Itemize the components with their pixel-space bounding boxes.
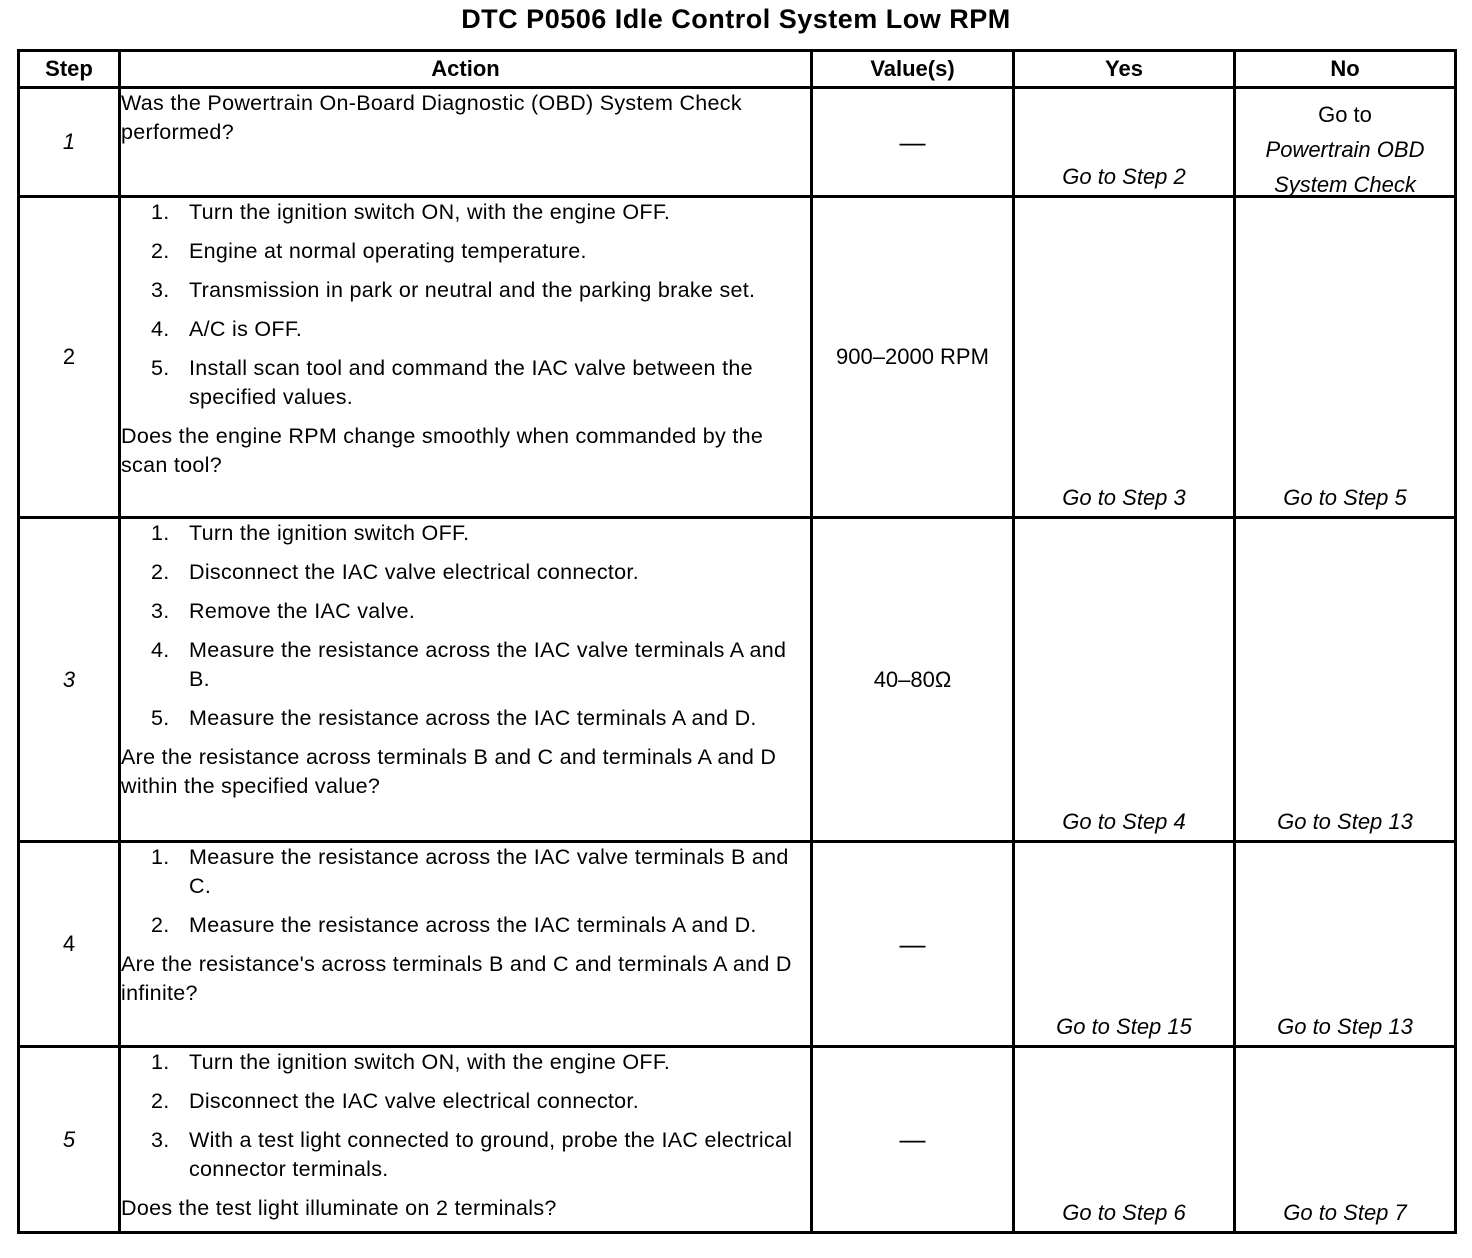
value-cell (812, 88, 1014, 197)
no-link[interactable]: Go to Step 7 (1283, 1200, 1407, 1225)
action-question: Was the Powertrain On-Board Diagnostic (OBD) System Check performed? (121, 91, 742, 144)
step-number: 1 (19, 88, 120, 197)
header-no: No (1235, 51, 1456, 88)
action-steps (121, 198, 810, 412)
step-number: 3 (19, 518, 120, 842)
yes-link[interactable]: Go to Step 4 (1062, 809, 1186, 834)
action-cell (120, 842, 812, 1047)
no-link[interactable]: Go to Step 13 (1277, 1014, 1413, 1039)
value-cell (812, 1047, 1014, 1233)
action-step (121, 1087, 810, 1116)
step-item-number: 5. (151, 706, 170, 730)
header-yes: Yes (1014, 51, 1235, 88)
action-step (121, 843, 810, 901)
no-link[interactable]: Go to Step 13 (1277, 809, 1413, 834)
header-step: Step (19, 51, 120, 88)
step-item-number: 2. (151, 1089, 170, 1113)
step-item-text: Measure the resistance across the IAC valve terminals A and B. (189, 638, 787, 691)
no-cell (1235, 197, 1456, 518)
step-item-text: Disconnect the IAC valve electrical connector. (189, 560, 639, 584)
value-text: — (899, 928, 926, 959)
yes-cell (1014, 1047, 1235, 1233)
step-item-number: 3. (151, 1128, 170, 1152)
step-item-number: 3. (151, 599, 170, 623)
step-item-text: Transmission in park or neutral and the parking brake set. (189, 278, 756, 302)
table-row (19, 197, 1456, 518)
value-text: — (899, 1124, 926, 1154)
action-cell (120, 518, 812, 842)
action-step (121, 276, 810, 305)
action-cell (120, 88, 812, 197)
step-item-number: 2. (151, 913, 170, 937)
header-values: Value(s) (812, 51, 1014, 88)
yes-link[interactable]: Go to Step 15 (1056, 1014, 1192, 1039)
no-cell (1235, 1047, 1456, 1233)
action-cell (120, 197, 812, 518)
action-question: Are the resistance across terminals B and C and terminals A and D within the specified value? (121, 745, 777, 798)
step-item-number: 4. (151, 638, 170, 662)
no-link[interactable]: Go to Step 5 (1283, 485, 1407, 510)
header-row (19, 51, 1456, 88)
no-cell (1235, 842, 1456, 1047)
action-step (121, 198, 810, 227)
action-step (121, 354, 810, 412)
yes-cell (1014, 842, 1235, 1047)
table-row (19, 842, 1456, 1047)
action-steps (121, 519, 810, 733)
step-item-text: Turn the ignition switch OFF. (189, 521, 470, 545)
action-step (121, 636, 810, 694)
step-number: 2 (19, 197, 120, 518)
no-link-prefix: Go to (1318, 102, 1372, 127)
action-cell (120, 1047, 812, 1233)
yes-link[interactable]: Go to Step 2 (1062, 164, 1186, 189)
action-step (121, 558, 810, 587)
value-text: — (899, 126, 926, 157)
step-item-number: 2. (151, 560, 170, 584)
action-question: Does the test light illuminate on 2 terminals? (121, 1196, 557, 1220)
step-item-text: A/C is OFF. (189, 317, 303, 341)
action-steps (121, 843, 810, 940)
step-number: 5 (19, 1047, 120, 1233)
step-item-text: Engine at normal operating temperature. (189, 239, 587, 263)
action-step (121, 1048, 810, 1077)
step-item-number: 1. (151, 845, 170, 869)
step-item-text: Install scan tool and command the IAC valve between the specified values. (189, 356, 753, 409)
yes-link[interactable]: Go to Step 6 (1062, 1200, 1186, 1225)
yes-cell (1014, 197, 1235, 518)
action-step (121, 519, 810, 548)
action-step (121, 1126, 810, 1184)
value-cell (812, 842, 1014, 1047)
step-item-number: 1. (151, 521, 170, 545)
no-cell (1235, 518, 1456, 842)
step-item-text: Measure the resistance across the IAC terminals A and D. (189, 706, 757, 730)
step-item-text: Turn the ignition switch ON, with the engine OFF. (189, 200, 671, 224)
step-item-number: 1. (151, 200, 170, 224)
table-row (19, 88, 1456, 197)
step-item-text: Disconnect the IAC valve electrical connector. (189, 1089, 639, 1113)
action-question: Does the engine RPM change smoothly when commanded by the scan tool? (121, 424, 764, 477)
value-cell: 900–2000 RPM (812, 197, 1014, 518)
yes-link[interactable]: Go to Step 3 (1062, 485, 1186, 510)
step-item-text: Measure the resistance across the IAC valve terminals B and C. (189, 845, 789, 898)
table-row (19, 1047, 1456, 1233)
step-item-text: Measure the resistance across the IAC terminals A and D. (189, 913, 757, 937)
step-item-number: 5. (151, 356, 170, 380)
action-step (121, 597, 810, 626)
action-step (121, 911, 810, 940)
step-item-number: 1. (151, 1050, 170, 1074)
no-link[interactable] (1236, 97, 1454, 202)
no-cell (1235, 88, 1456, 197)
step-item-text: Remove the IAC valve. (189, 599, 416, 623)
action-steps (121, 1048, 810, 1184)
value-cell: 40–80Ω (812, 518, 1014, 842)
yes-cell (1014, 518, 1235, 842)
step-item-number: 3. (151, 278, 170, 302)
step-item-number: 4. (151, 317, 170, 341)
header-action: Action (120, 51, 812, 88)
action-step (121, 704, 810, 733)
page-title: DTC P0506 Idle Control System Low RPM (461, 4, 1011, 34)
step-item-text: Turn the ignition switch ON, with the engine OFF. (189, 1050, 671, 1074)
diagnostic-table (17, 49, 1457, 1234)
no-link-target: Powertrain OBD System Check (1265, 137, 1425, 197)
step-item-text: With a test light connected to ground, probe the IAC electrical connector terminals. (189, 1128, 793, 1181)
table-row (19, 518, 1456, 842)
step-item-number: 2. (151, 239, 170, 263)
action-step (121, 315, 810, 344)
action-question: Are the resistance's across terminals B and C and terminals A and D infinite? (121, 952, 792, 1005)
yes-cell (1014, 88, 1235, 197)
action-step (121, 237, 810, 266)
step-number: 4 (19, 842, 120, 1047)
